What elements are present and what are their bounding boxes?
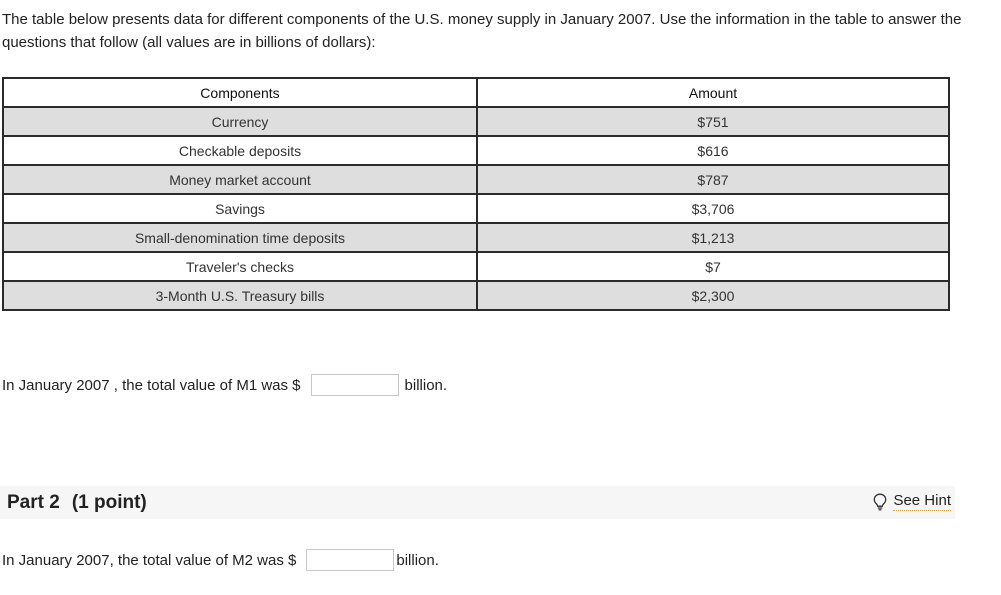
question-m1-suffix: billion.	[404, 376, 448, 394]
question-m2	[2, 547, 439, 573]
money-supply-table	[2, 77, 950, 311]
part-label: Part 2	[7, 492, 60, 513]
table-row	[3, 194, 949, 223]
question-m2-suffix: billion.	[396, 551, 439, 569]
table-row	[3, 136, 949, 165]
amount-cell: $751	[477, 107, 949, 136]
part-points: (1 point)	[71, 492, 147, 513]
component-cell: Currency	[3, 107, 477, 136]
component-cell: Small-denomination time deposits	[3, 223, 477, 252]
component-cell: 3-Month U.S. Treasury bills	[3, 281, 477, 310]
table-row	[3, 223, 949, 252]
amount-cell: $3,706	[477, 194, 949, 223]
question-m1	[2, 372, 447, 398]
header-amount: Amount	[477, 78, 949, 107]
amount-cell: $7	[477, 252, 949, 281]
question-m1-prefix: In January 2007 , the total value of M1 was $	[2, 376, 301, 394]
table-row	[3, 252, 949, 281]
question-m2-prefix: In January 2007, the total value of M2 was $	[2, 551, 297, 569]
component-cell: Traveler's checks	[3, 252, 477, 281]
header-components: Components	[3, 78, 477, 107]
table-row	[3, 107, 949, 136]
amount-cell: $2,300	[477, 281, 949, 310]
see-hint-link[interactable]	[873, 492, 951, 511]
table-row	[3, 281, 949, 310]
amount-cell: $616	[477, 136, 949, 165]
intro-text: The table below presents data for different components of the U.S. money supply in January 2007. Use the information in the table to answer the questions that follow (all values are in billions of dollars):	[2, 11, 962, 51]
component-cell: Money market account	[3, 165, 477, 194]
component-cell: Checkable deposits	[3, 136, 477, 165]
lightbulb-icon	[873, 493, 887, 511]
m1-answer-input[interactable]	[311, 374, 399, 396]
amount-cell: $1,213	[477, 223, 949, 252]
table-header-row	[3, 78, 949, 107]
component-cell: Savings	[3, 194, 477, 223]
see-hint-label[interactable]: See Hint	[893, 492, 951, 509]
part-title	[7, 492, 147, 514]
amount-cell: $787	[477, 165, 949, 194]
table-row	[3, 165, 949, 194]
part-2-header	[0, 486, 955, 519]
m2-answer-input[interactable]	[306, 549, 394, 571]
